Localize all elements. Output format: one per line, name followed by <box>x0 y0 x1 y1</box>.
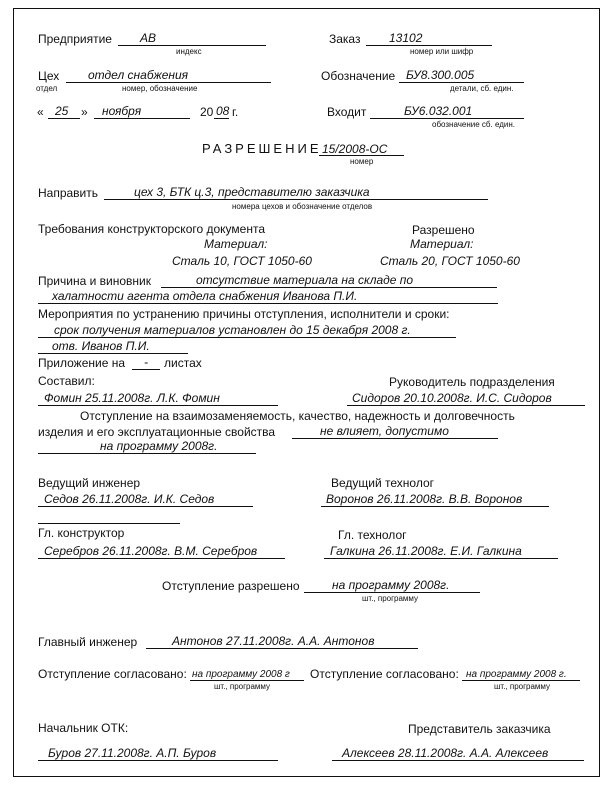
agreed-left-caption: шт., программу <box>214 682 270 691</box>
reason-value-2[interactable]: халатности агента отдела снабжения Иванова П.И. <box>52 289 358 303</box>
permitted-value[interactable]: на программу 2008г. <box>332 578 450 592</box>
agreed-left-label: Отступление согласовано: <box>38 667 187 681</box>
input-caption: обозначение сб. един. <box>432 120 516 129</box>
permitted-line <box>304 592 480 593</box>
lead-technologist-label: Ведущий технолог <box>331 476 435 490</box>
measures-line-1 <box>38 337 456 338</box>
order-caption: номер или шифр <box>410 47 474 56</box>
lead-engineer-line <box>38 506 253 507</box>
chief-engineer-value[interactable]: Антонов 27.11.2008г. А.А. Антонов <box>172 634 375 648</box>
send-label: Направить <box>38 186 99 200</box>
measures-label: Мероприятия по устранению причины отступления, исполнители и сроки: <box>38 307 450 321</box>
chief-designer-label: Гл. конструктор <box>38 526 125 540</box>
designation-caption: детали, сб. един. <box>450 84 514 93</box>
order-label: Заказ <box>329 32 361 46</box>
agreed-left-value[interactable]: на программу 2008 г <box>192 669 290 680</box>
enterprise-line <box>118 45 266 46</box>
agreed-right-value[interactable]: на программу 2008 г. <box>466 669 567 680</box>
lead-engineer-label: Ведущий инженер <box>38 476 141 490</box>
date-month[interactable]: ноября <box>102 104 142 118</box>
shop-value[interactable]: отдел снабжения <box>88 68 189 82</box>
date-day[interactable]: 25 <box>55 104 69 118</box>
date-open-quote: « <box>37 105 44 119</box>
shop-line <box>66 82 271 83</box>
enterprise-caption: индекс <box>176 47 202 56</box>
reason-line-1 <box>161 287 497 288</box>
enterprise-label: Предприятие <box>38 32 112 46</box>
impact-line-3 <box>38 453 256 454</box>
head-label: Руководитель подразделения <box>389 375 555 389</box>
permitted-label: Отступление разрешено <box>162 579 300 593</box>
right-material-value[interactable]: Сталь 20, ГОСТ 1050-60 <box>380 254 520 268</box>
permitted-caption: шт., программу <box>362 594 418 603</box>
agreed-right-label: Отступление согласовано: <box>310 667 459 681</box>
chief-technologist-line <box>324 558 558 559</box>
order-line <box>366 45 492 46</box>
shop-label: Цех <box>38 69 60 83</box>
allowed-label: Разрешено <box>412 223 475 237</box>
blank-signature-line <box>38 523 180 524</box>
attachment-suffix: листах <box>164 356 202 370</box>
left-material-value[interactable]: Сталь 10, ГОСТ 1050-60 <box>172 254 312 268</box>
customer-rep-label: Представитель заказчика <box>408 722 551 736</box>
chief-designer-value[interactable]: Серебров 26.11.2008г. В.М. Серебров <box>44 544 258 558</box>
date-day-line <box>48 118 80 119</box>
measures-value-2[interactable]: отв. Иванов П.И. <box>52 339 150 353</box>
head-value[interactable]: Сидоров 20.10.2008г. И.С. Сидоров <box>352 391 552 405</box>
right-material-label: Материал: <box>410 237 474 251</box>
send-value[interactable]: цех 3, БТК ц.3, представителю заказчика <box>134 185 370 199</box>
form-number-caption: номер <box>350 157 374 166</box>
date-year[interactable]: 08 <box>216 104 230 118</box>
input-value[interactable]: БУ6.032.001 <box>404 104 473 118</box>
attachment-label: Приложение на <box>38 356 126 370</box>
chief-engineer-label: Главный инженер <box>38 635 138 649</box>
head-line <box>347 405 585 406</box>
impact-value-1[interactable]: не влияет, допустимо <box>320 424 449 438</box>
impact-value-2[interactable]: на программу 2008г. <box>100 439 218 453</box>
customer-rep-value[interactable]: Алексеев 28.11.2008г. А.А. Алексеев <box>342 746 549 760</box>
form-title: РАЗРЕШЕНИЕ <box>202 141 322 156</box>
date-year-prefix: 20 <box>200 105 214 119</box>
measures-value-1[interactable]: срок получения материалов установлен до 15 декабря 2008 г. <box>54 323 411 337</box>
compiled-value[interactable]: Фомин 25.11.2008г. Л.К. Фомин <box>44 391 220 405</box>
impact-line-1: Отступление на взаимозаменяемость, качество, надежность и долговечность <box>80 409 515 423</box>
shop-caption: номер, обозначение <box>122 84 198 93</box>
permission-form <box>13 8 600 777</box>
designation-line <box>399 82 524 83</box>
chief-technologist-label: Гл. технолог <box>338 528 407 542</box>
date-month-line <box>94 118 190 119</box>
measures-line-2 <box>38 353 188 354</box>
input-line <box>370 118 524 119</box>
agreed-right-caption: шт., программу <box>494 682 550 691</box>
lead-technologist-value[interactable]: Воронов 26.11.2008г. В.В. Воронов <box>326 492 523 506</box>
attachment-value[interactable]: - <box>144 355 148 369</box>
impact-line-2-label: изделия и его эксплуатационные свойства <box>38 425 276 439</box>
chief-engineer-line <box>146 648 418 649</box>
left-material-label: Материал: <box>204 237 268 251</box>
lead-engineer-value[interactable]: Седов 26.11.2008г. И.К. Седов <box>44 492 215 506</box>
date-close-quote: » <box>81 105 88 119</box>
chief-technologist-value[interactable]: Галкина 26.11.2008г. Е.И. Галкина <box>330 544 522 558</box>
reason-label: Причина и виновник <box>38 274 151 288</box>
date-year-line <box>214 118 229 119</box>
compiled-line <box>38 405 278 406</box>
customer-rep-line <box>332 760 584 761</box>
reason-value-1[interactable]: отсутствие материала на складе по <box>196 273 414 287</box>
input-label: Входит <box>327 105 367 119</box>
send-line <box>104 199 488 200</box>
order-value[interactable]: 13102 <box>389 31 423 45</box>
designation-value[interactable]: БУ8.300.005 <box>406 68 475 82</box>
chief-designer-line <box>38 558 285 559</box>
shop-caption-left: отдел <box>36 84 58 93</box>
otk-label: Начальник ОТК: <box>38 721 129 735</box>
form-number[interactable]: 15/2008-ОС <box>322 142 388 156</box>
attachment-line <box>132 369 160 370</box>
requirements-label: Требования конструкторского документа <box>38 222 265 236</box>
reason-line-2 <box>38 303 498 304</box>
enterprise-value[interactable]: АВ <box>140 31 157 45</box>
otk-value[interactable]: Буров 27.11.2008г. А.П. Буров <box>48 746 217 760</box>
send-caption: номера цехов и обозначение отделов <box>232 202 373 211</box>
lead-technologist-line <box>321 506 549 507</box>
compiled-label: Составил: <box>38 374 95 388</box>
designation-label: Обозначение <box>321 69 396 83</box>
impact-line-2 <box>292 438 498 439</box>
otk-line <box>38 760 278 761</box>
date-suffix: г. <box>232 105 239 119</box>
